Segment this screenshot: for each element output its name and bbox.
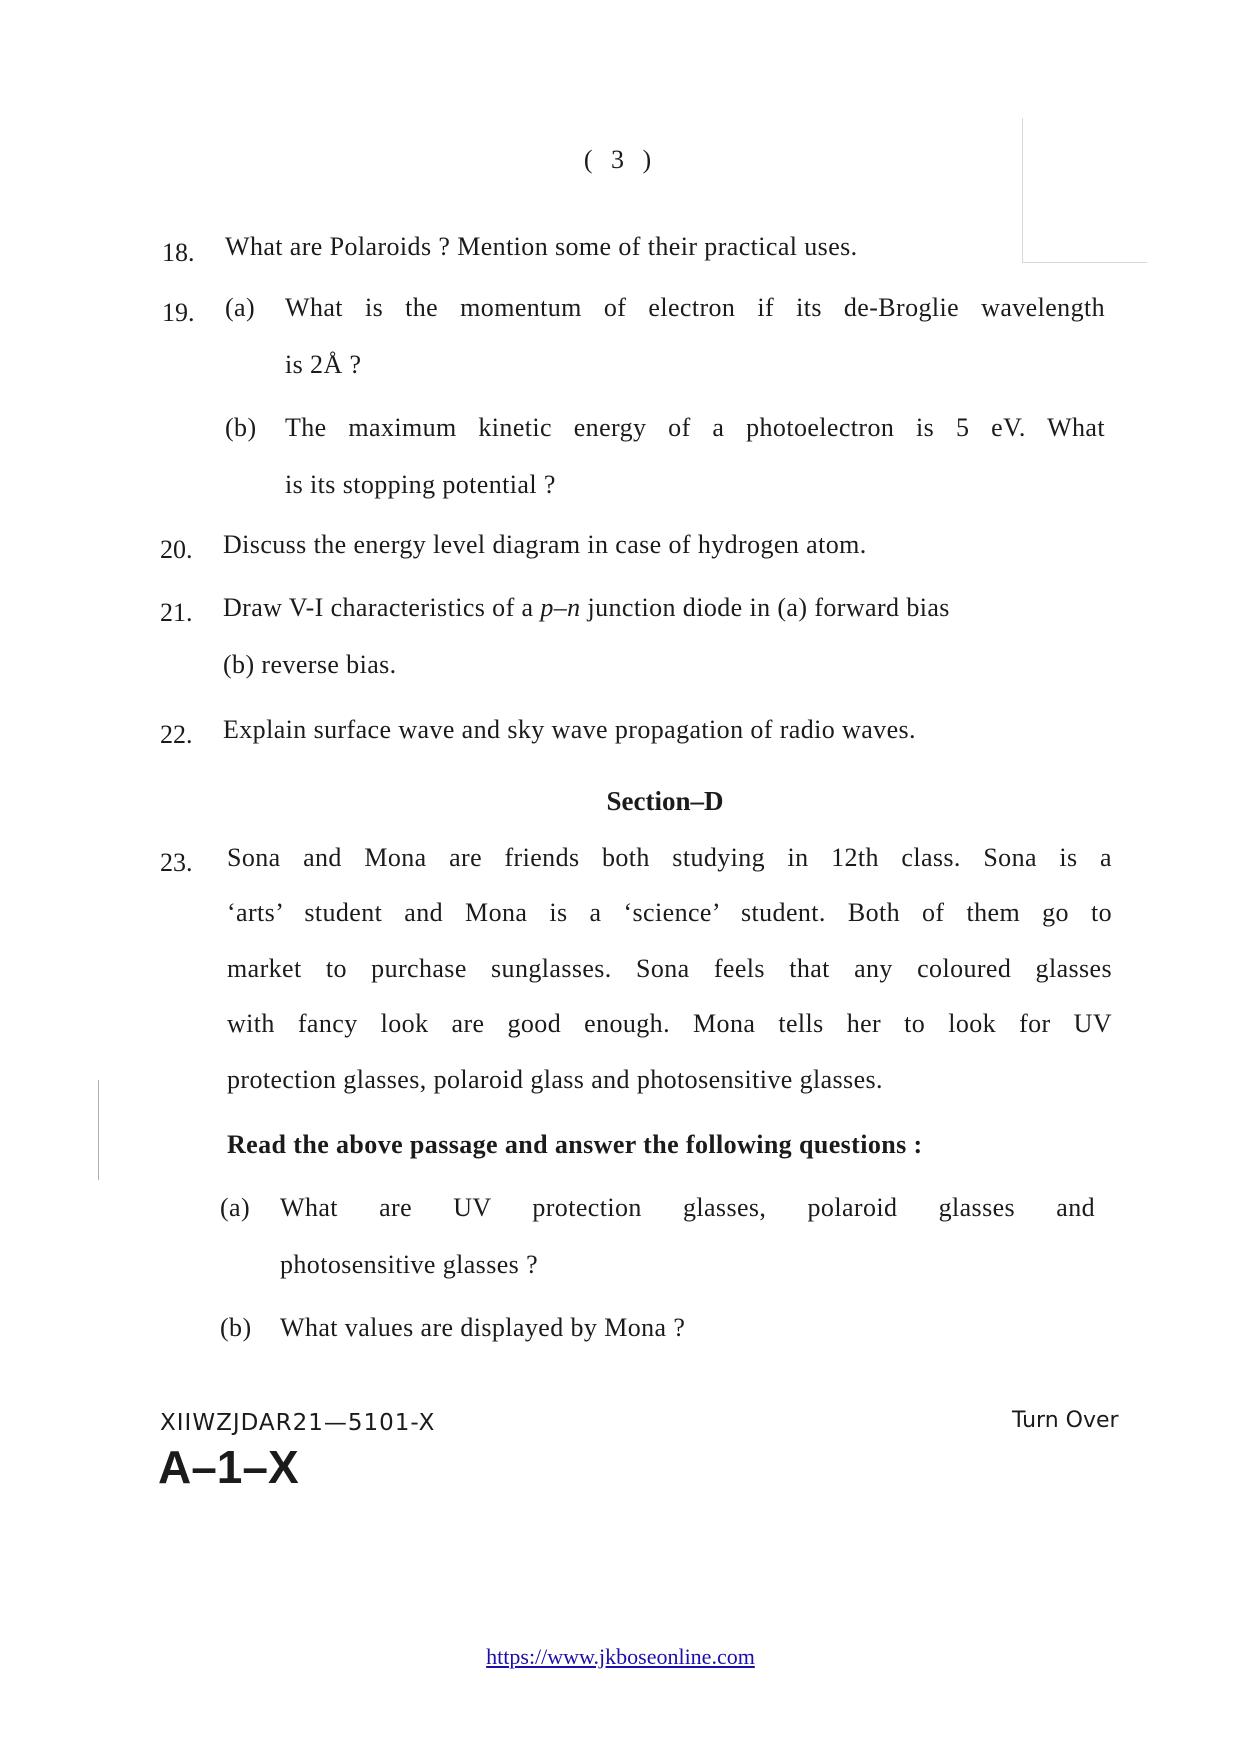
scan-line: [98, 1080, 99, 1180]
question-number: 22.: [160, 720, 193, 749]
question-number: 18.: [162, 238, 195, 267]
paper-series: A–1–X: [158, 1441, 299, 1493]
question-number: 19.: [162, 298, 195, 327]
question-text: Draw V-I characteristics of a p–n junction diode in (a) forward bias: [223, 593, 950, 622]
question-text: photosensitive glasses ?: [280, 1250, 539, 1279]
question-text: What are Polaroids ? Mention some of their practical uses.: [225, 232, 858, 261]
paper-code: XIIWZJDAR21—5101-X: [160, 1410, 436, 1436]
page-number: ( 3 ): [583, 145, 658, 174]
passage-line: ‘arts’ student and Mona is a ‘science’ student. Both of them go to: [227, 898, 1112, 927]
instruction: Read the above passage and answer the following questions :: [227, 1130, 923, 1159]
question-text: Discuss the energy level diagram in case of hydrogen atom.: [223, 530, 867, 559]
sub-label: (b): [225, 413, 257, 442]
sub-label: (b): [220, 1313, 252, 1342]
sub-label: (a): [225, 293, 256, 322]
question-number: 20.: [160, 535, 193, 564]
scan-line: [1022, 118, 1023, 263]
question-number: 23.: [160, 848, 193, 877]
question-text: Explain surface wave and sky wave propagation of radio waves.: [223, 715, 916, 744]
question-text: is its stopping potential ?: [285, 470, 556, 499]
question-text: What is the momentum of electron if its de-Broglie wavelength: [285, 293, 1105, 322]
sub-label: (a): [220, 1193, 251, 1222]
passage-line: market to purchase sunglasses. Sona feels that any coloured glasses: [227, 954, 1112, 983]
section-heading: Section–D: [606, 786, 724, 816]
passage-line: protection glasses, polaroid glass and photosensitive glasses.: [227, 1065, 883, 1094]
turn-over-label: Turn Over: [1012, 1408, 1119, 1433]
question-text: What values are displayed by Mona ?: [280, 1313, 686, 1342]
question-text: is 2Å ?: [285, 350, 362, 379]
passage-line: with fancy look are good enough. Mona tells her to look for UV: [227, 1009, 1112, 1038]
website-link-container: [0, 1644, 1241, 1670]
website-link[interactable]: https://www.jkboseonline.com: [486, 1644, 755, 1669]
passage-line: Sona and Mona are friends both studying in 12th class. Sona is a: [227, 843, 1112, 872]
question-number: 21.: [160, 598, 193, 627]
question-text: The maximum kinetic energy of a photoelectron is 5 eV. What: [285, 413, 1105, 442]
scan-line: [1022, 262, 1147, 263]
question-text: What are UV protection glasses, polaroid glasses and: [280, 1193, 1095, 1222]
question-text: (b) reverse bias.: [223, 650, 397, 679]
